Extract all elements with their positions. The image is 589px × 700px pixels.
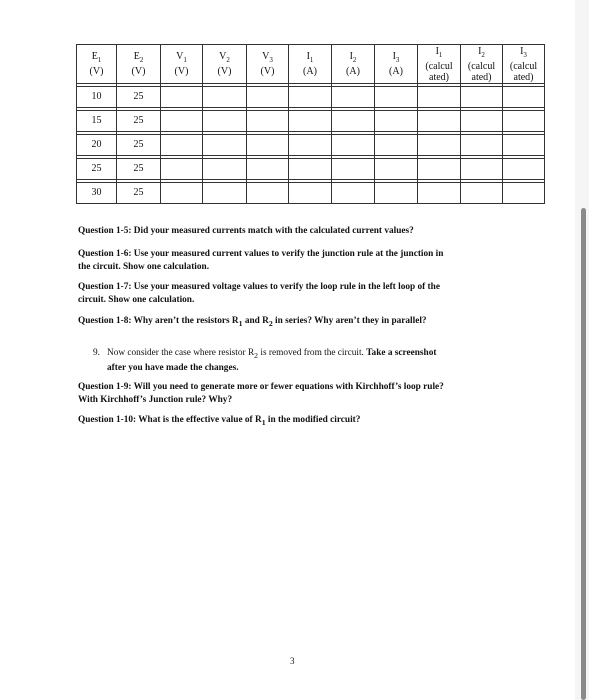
question-1-10-text-a: Question 1-10: What is the effective value of R [78,415,262,425]
cell-empty [161,111,203,132]
step-9-text-b: is removed from the circuit. [258,348,367,358]
r1-subscript: 1 [238,318,243,328]
cell-empty [503,159,545,180]
cell-empty [461,135,503,156]
column-header [77,45,117,84]
cell-empty [247,159,289,180]
column-unit: (A) [303,66,317,77]
column-subscript: 1 [183,56,187,64]
cell-empty [289,87,332,108]
cell-empty [161,159,203,180]
r1-subscript: 1 [261,417,266,427]
column-header [375,45,418,84]
cell-empty [375,135,418,156]
cell-empty [375,111,418,132]
question-1-6 [78,248,508,274]
question-1-8-text-a: Question 1-8: Why aren’t the resistors R [78,316,239,326]
column-symbol: V [219,51,227,62]
column-subscript: 1 [309,56,314,64]
column-header [289,45,332,84]
cell-empty [332,159,375,180]
question-1-8 [78,315,508,330]
cell-empty [203,135,247,156]
step-9 [93,347,513,375]
cell-e1: 25 [77,159,117,180]
page-number: 3 [290,656,295,666]
column-header [203,45,247,84]
table-row [77,183,545,204]
column-subscript: 2 [139,56,144,64]
cell-empty [375,159,418,180]
cell-empty [247,183,289,204]
step-9-text-a: Now consider the case where resistor R [107,348,255,358]
r2-subscript: 2 [268,318,273,328]
cell-empty [203,111,247,132]
cell-empty [332,135,375,156]
cell-empty [375,87,418,108]
column-subscript: 3 [269,56,273,64]
column-symbol: I [520,45,524,57]
column-symbol: I [349,51,353,62]
cell-e1: 10 [77,87,117,108]
column-header [161,45,203,84]
column-subscript: 3 [523,50,527,59]
column-subscript: 2 [352,56,357,64]
cell-empty [247,87,289,108]
cell-e1: 30 [77,183,117,204]
cell-e2: 25 [117,183,161,204]
cell-empty [461,183,503,204]
cell-e2: 25 [117,135,161,156]
cell-empty [461,159,503,180]
column-symbol: I [435,45,439,57]
cell-empty [418,135,461,156]
cell-empty [418,159,461,180]
question-1-7-line1: Question 1-7: Use your measured voltage values to verify the loop rule in the left loop of the [78,282,440,292]
table-row [77,111,545,132]
column-symbol: E [133,51,140,62]
table-row [77,159,545,180]
column-subscript: 2 [481,50,485,59]
column-unit: (A) [346,66,360,77]
cell-empty [461,87,503,108]
scrollbar-track[interactable] [575,0,589,700]
cell-e2: 25 [117,111,161,132]
question-1-6-line2: the circuit. Show one calculation. [78,262,210,272]
cell-empty [161,87,203,108]
question-1-9-line2: With Kirchhoff’s Junction rule? Why? [78,395,233,405]
cell-empty [418,111,461,132]
column-unit: (V) [131,66,146,77]
step-9-number: 9. [93,348,100,358]
column-header [503,45,545,84]
question-1-6-line1: Question 1-6: Use your measured current values to verify the junction rule at the junction in [78,249,444,259]
cell-empty [332,183,375,204]
column-unit: (calcul ated) [425,60,453,83]
cell-empty [247,135,289,156]
column-subscript: 2 [226,56,230,64]
column-header [117,45,161,84]
step-9-bold-a: Take a screenshot [366,348,437,358]
column-unit: (V) [260,66,275,77]
column-symbol: V [262,51,270,62]
cell-empty [289,159,332,180]
cell-e1: 15 [77,111,117,132]
column-unit: (V) [174,66,189,77]
column-symbol: E [91,51,98,62]
column-unit: (V) [89,66,104,77]
cell-e2: 25 [117,159,161,180]
measurement-table [76,44,545,204]
column-header [332,45,375,84]
question-1-5: Question 1-5: Did your measured currents match with the calculated current values? [78,226,414,236]
cell-empty [289,135,332,156]
cell-empty [375,183,418,204]
question-1-9 [78,381,508,407]
column-unit: (calcul ated) [509,60,538,83]
cell-empty [161,183,203,204]
column-subscript: 1 [97,56,102,64]
question-1-8-text-b: and R [242,316,269,326]
question-1-10 [78,414,508,429]
question-1-10-text-b: in the modified circuit? [265,415,361,425]
cell-empty [332,111,375,132]
column-subscript: 3 [395,56,400,64]
table-row [77,135,545,156]
question-1-8-text-c: in series? Why aren’t they in parallel? [272,316,427,326]
column-unit: (calcul ated) [467,60,496,83]
column-header [461,45,503,84]
cell-empty [461,111,503,132]
cell-empty [247,111,289,132]
cell-e1: 20 [77,135,117,156]
cell-empty [503,111,545,132]
cell-empty [418,183,461,204]
column-symbol: I [392,51,396,62]
column-symbol: V [176,51,184,62]
cell-empty [203,159,247,180]
step-9-bold-b: after you have made the changes. [107,362,239,373]
cell-empty [332,87,375,108]
cell-e2: 25 [117,87,161,108]
cell-empty [203,87,247,108]
scrollbar-thumb[interactable] [581,208,586,700]
question-1-9-line1: Question 1-9: Will you need to generate more or fewer equations with Kirchhoff’s loop rule? [78,382,444,392]
cell-empty [289,111,332,132]
cell-empty [418,87,461,108]
question-1-7 [78,281,508,307]
cell-empty [289,183,332,204]
column-symbol: I [306,51,310,62]
cell-empty [503,87,545,108]
column-header [418,45,461,84]
table-row [77,87,545,108]
cell-empty [161,135,203,156]
cell-empty [503,183,545,204]
column-unit: (V) [217,66,232,77]
r2-subscript: 2 [254,350,259,360]
question-1-7-line2: circuit. Show one calculation. [78,295,195,305]
cell-empty [203,183,247,204]
table-header-row [77,45,545,84]
cell-empty [503,135,545,156]
column-symbol: I [478,45,482,57]
column-subscript: 1 [438,50,443,59]
column-unit: (A) [389,66,403,77]
column-header [247,45,289,84]
